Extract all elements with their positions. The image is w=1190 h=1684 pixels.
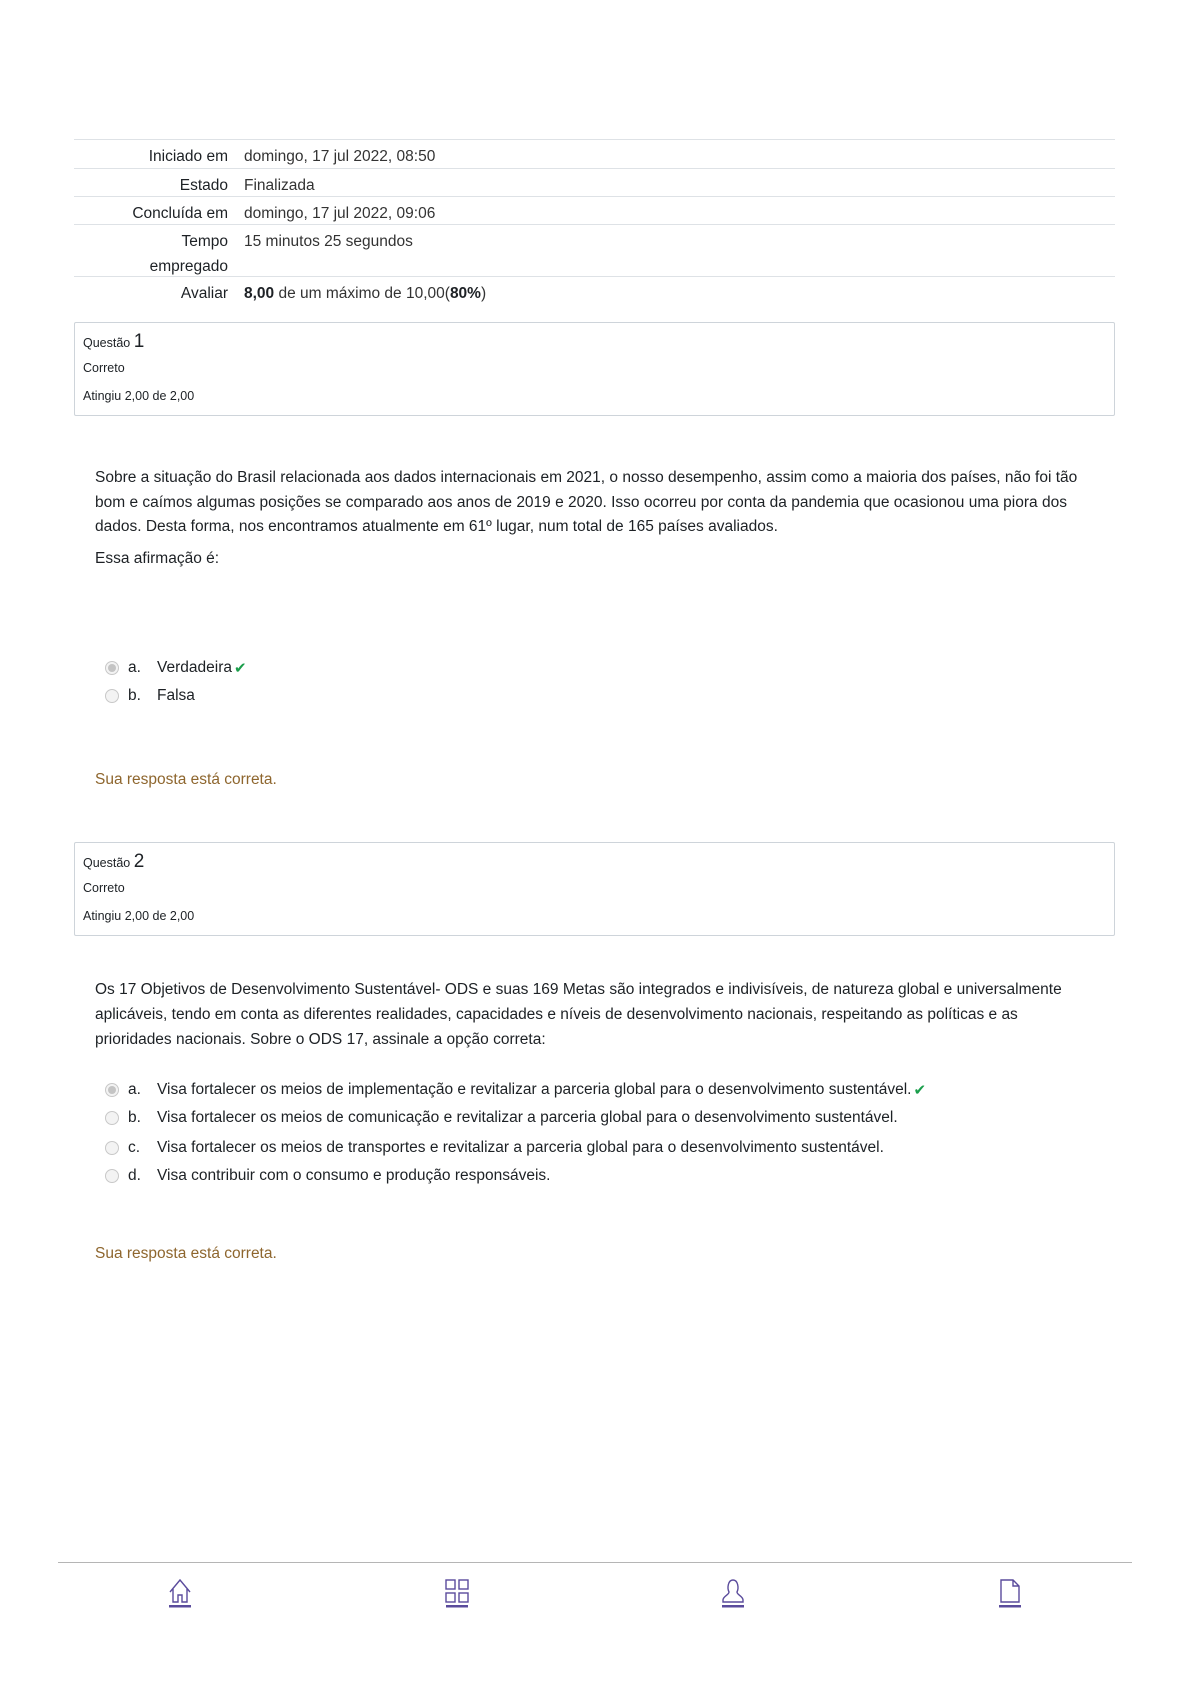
check-icon: ✔ [233, 660, 247, 678]
grade-percent: 80% [449, 285, 481, 302]
footer-divider [58, 1562, 1132, 1563]
radio-selected[interactable] [105, 661, 119, 675]
question-number [83, 331, 144, 353]
question-number [83, 851, 144, 873]
grade: 8,00 [244, 285, 275, 302]
question-1-info [74, 322, 1115, 416]
option-letter: a. [128, 659, 141, 677]
radio[interactable] [105, 1141, 119, 1155]
question-num: 2 [133, 851, 145, 873]
value: domingo, 17 jul 2022, 09:06 [244, 205, 436, 222]
question-state: Correto [83, 361, 125, 375]
option-text: Verdadeira [157, 659, 232, 677]
summary-row-state [74, 168, 1115, 196]
label: Estado [179, 177, 228, 194]
question-grade: Atingiu 2,00 de 2,00 [83, 909, 195, 924]
option-text: Visa contribuir com o consumo e produção responsáveis. [157, 1167, 551, 1185]
question-2-info [74, 842, 1115, 936]
option-d[interactable] [105, 1164, 1190, 1188]
label: Tempo empregado [149, 233, 228, 275]
option-b[interactable] [105, 684, 1190, 708]
question-prefix: Questão [83, 336, 131, 350]
option-text: Falsa [157, 687, 195, 705]
value: Finalizada [244, 177, 315, 194]
value: domingo, 17 jul 2022, 08:50 [244, 148, 436, 165]
question-flow [0, 466, 1190, 1264]
summary-row-completed [74, 196, 1115, 224]
paren: ) [480, 285, 487, 302]
option-text: Visa fortalecer os meios de implementação e revitalizar a parceria global para o desenvolvimento sustentável. [157, 1081, 912, 1099]
label: Concluída em [132, 205, 228, 222]
label: Iniciado em [148, 148, 228, 165]
option-b[interactable] [105, 1106, 1190, 1130]
radio-selected[interactable] [105, 1083, 119, 1097]
option-text: Visa fortalecer os meios de transportes e revitalizar a parceria global para o desenvolvimento sustentável. [157, 1139, 884, 1157]
radio[interactable] [105, 1111, 119, 1125]
document-icon[interactable] [997, 1578, 1023, 1608]
question-prefix: Questão [83, 856, 131, 871]
grid-icon[interactable] [444, 1578, 470, 1608]
feedback: Sua resposta está correta. [95, 1245, 277, 1263]
summary-row-grade [74, 276, 1115, 306]
question-state: Correto [83, 881, 125, 896]
question-grade: Atingiu 2,00 de 2,00 [83, 389, 195, 403]
home-icon[interactable] [167, 1578, 193, 1608]
option-letter: a. [128, 1081, 141, 1099]
check-icon: ✔ [913, 1082, 927, 1100]
radio[interactable] [105, 1169, 119, 1183]
user-icon[interactable] [720, 1578, 746, 1608]
summary-row-started [74, 139, 1115, 168]
grade-max: de um máximo de 10,00( [274, 285, 450, 302]
option-letter: d. [128, 1167, 141, 1185]
option-letter: b. [128, 1109, 141, 1127]
question-num: 1 [133, 331, 145, 352]
question-text: Os 17 Objetivos de Desenvolvimento Sustentável- ODS e suas 169 Metas são integrados e indivisíveis, de natureza global e universalmente aplicáveis, tendo em conta as diferentes realidades, capacidades e níveis de desenvolvimento nacionais, respeitando as políticas e as prioridades nacionais. Sobre o ODS 17, assinale a opção correta: [95, 981, 1062, 1048]
option-c[interactable] [105, 1136, 1190, 1160]
option-letter: c. [128, 1139, 141, 1157]
option-letter: b. [128, 687, 141, 705]
option-text: Visa fortalecer os meios de comunicação e revitalizar a parceria global para o desenvolvimento sustentável. [157, 1109, 898, 1127]
question-text: Sobre a situação do Brasil relacionada aos dados internacionais em 2021, o nosso desempenho, assim como a maioria dos países, não foi tão bom e caímos algumas posições se comparado aos anos de 2019 e 2020. Isso ocorreu por conta da pandemia que ocasionou uma piora dos dados. Desta forma, nos encontramos atualmente em 61º lugar, num total de 165 países avaliados. [95, 469, 1078, 536]
radio[interactable] [105, 689, 119, 703]
option-a[interactable] [105, 1078, 1190, 1102]
summary-row-time [74, 224, 1115, 276]
label: Avaliar [180, 285, 228, 302]
value [244, 281, 486, 306]
feedback: Sua resposta está correta. [95, 771, 277, 789]
option-a[interactable] [105, 656, 1190, 680]
value: 15 minutos 25 segundos [244, 233, 413, 250]
question-prompt: Essa afirmação é: [95, 549, 220, 567]
